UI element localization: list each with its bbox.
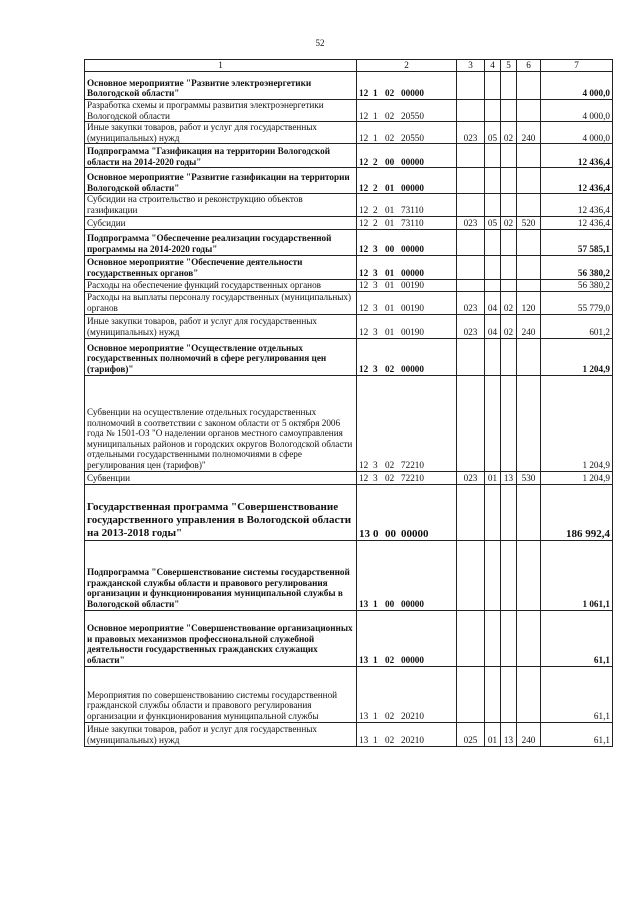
code-program: 13 [359, 654, 369, 665]
row-subsection: 02 [501, 216, 517, 229]
row-subsection [501, 255, 517, 279]
row-expense-type [517, 194, 541, 216]
table-row [85, 484, 613, 540]
row-section [485, 255, 501, 279]
code-program: 13 [359, 734, 369, 745]
header-col-1: 1 [85, 60, 357, 72]
row-amount: 4 000,0 [541, 122, 613, 144]
code-event: 00 [385, 156, 395, 167]
code-direction: 20210 [401, 710, 424, 721]
row-ministry [457, 255, 485, 279]
row-code [357, 291, 457, 314]
table-row [85, 122, 613, 144]
row-name: Иные закупки товаров, работ и услуг для государственных (муниципальных) нужд [85, 314, 357, 338]
code-event: 00 [385, 598, 395, 609]
code-subprogram: 3 [373, 279, 378, 290]
table-row [85, 314, 613, 338]
row-ministry [457, 100, 485, 122]
row-subsection [501, 484, 517, 540]
code-program: 12 [359, 156, 369, 167]
code-event: 01 [385, 267, 395, 278]
row-subsection [501, 375, 517, 471]
header-col-6: 6 [517, 60, 541, 72]
row-section: 04 [485, 291, 501, 314]
row-code [357, 122, 457, 144]
code-program: 12 [359, 459, 369, 470]
row-expense-type: 530 [517, 471, 541, 484]
code-direction: 00190 [401, 326, 424, 337]
row-code [357, 610, 457, 666]
code-event: 02 [385, 363, 395, 374]
row-expense-type [517, 279, 541, 291]
code-subprogram: 3 [373, 302, 378, 313]
row-name: Субсидии на строительство и реконструкцию объектов газификации [85, 194, 357, 216]
row-section [485, 100, 501, 122]
header-col-7: 7 [541, 60, 613, 72]
row-amount: 1 204,9 [541, 338, 613, 375]
table-row [85, 194, 613, 216]
code-subprogram: 2 [373, 217, 378, 228]
row-expense-type [517, 484, 541, 540]
row-code [357, 168, 457, 194]
row-ministry [457, 338, 485, 375]
row-name: Расходы на обеспечение функций государственных органов [85, 279, 357, 291]
table-row [85, 229, 613, 255]
row-code [357, 484, 457, 540]
code-subprogram: 1 [373, 654, 378, 665]
code-program: 12 [359, 267, 369, 278]
code-direction: 00000 [401, 156, 424, 167]
row-code [357, 72, 457, 100]
code-subprogram: 3 [373, 363, 378, 374]
row-ministry: 023 [457, 122, 485, 144]
row-subsection [501, 666, 517, 722]
code-program: 12 [359, 182, 369, 193]
code-direction: 72210 [401, 472, 424, 483]
row-subsection: 13 [501, 722, 517, 746]
code-program: 12 [359, 88, 369, 99]
page-number: 52 [315, 38, 325, 48]
code-direction: 00000 [401, 598, 424, 609]
row-code [357, 375, 457, 471]
code-direction: 20210 [401, 734, 424, 745]
table-row [85, 279, 613, 291]
row-amount: 55 779,0 [541, 291, 613, 314]
row-section [485, 229, 501, 255]
row-name: Основное мероприятие "Развитие электроэнергетики Вологодской области" [85, 72, 357, 100]
header-col-2: 2 [357, 60, 457, 72]
table-row [85, 291, 613, 314]
code-direction: 20550 [401, 110, 424, 121]
row-amount: 186 992,4 [541, 484, 613, 540]
code-event: 02 [385, 472, 395, 483]
row-expense-type [517, 540, 541, 610]
row-expense-type [517, 666, 541, 722]
table-row [85, 610, 613, 666]
code-subprogram: 2 [373, 182, 378, 193]
code-event: 01 [385, 217, 395, 228]
row-ministry [457, 72, 485, 100]
row-name: Основное мероприятие "Совершенствование организационных и правовых механизмов профессиональной служебной деятельности государственных гражданских служащих области" [85, 610, 357, 666]
row-section [485, 338, 501, 375]
row-name: Государственная программа "Совершенствование государственного управления в Вологодской области на 2013-2018 годы" [85, 484, 357, 540]
row-section [485, 194, 501, 216]
row-subsection [501, 144, 517, 168]
row-expense-type [517, 255, 541, 279]
row-section [485, 375, 501, 471]
row-section: 01 [485, 471, 501, 484]
code-event: 02 [385, 88, 395, 99]
row-section: 04 [485, 314, 501, 338]
row-amount: 1 204,9 [541, 471, 613, 484]
code-program: 12 [359, 217, 369, 228]
code-direction: 20550 [401, 132, 424, 143]
row-ministry: 023 [457, 291, 485, 314]
code-event: 01 [385, 302, 395, 313]
code-subprogram: 3 [373, 472, 378, 483]
row-expense-type: 240 [517, 314, 541, 338]
table-row [85, 375, 613, 471]
row-amount: 601,2 [541, 314, 613, 338]
table-row [85, 666, 613, 722]
row-subsection [501, 540, 517, 610]
code-subprogram: 3 [373, 243, 378, 254]
row-code [357, 314, 457, 338]
code-direction: 00190 [401, 279, 424, 290]
row-subsection [501, 194, 517, 216]
row-subsection [501, 279, 517, 291]
row-code [357, 255, 457, 279]
row-expense-type [517, 610, 541, 666]
code-program: 12 [359, 279, 369, 290]
row-amount: 12 436,4 [541, 194, 613, 216]
code-subprogram: 3 [373, 459, 378, 470]
row-subsection: 13 [501, 471, 517, 484]
row-ministry [457, 484, 485, 540]
row-section [485, 666, 501, 722]
row-expense-type [517, 100, 541, 122]
code-direction: 00000 [401, 363, 424, 374]
table-row [85, 144, 613, 168]
row-name: Иные закупки товаров, работ и услуг для государственных (муниципальных) нужд [85, 122, 357, 144]
code-event: 02 [385, 734, 395, 745]
row-name: Основное мероприятие "Осуществление отдельных государственных полномочий в сфере регулирования цен (тарифов)" [85, 338, 357, 375]
row-amount: 12 436,4 [541, 144, 613, 168]
row-expense-type [517, 375, 541, 471]
code-direction: 73110 [401, 204, 424, 215]
code-subprogram: 2 [373, 204, 378, 215]
row-expense-type [517, 168, 541, 194]
code-program: 12 [359, 326, 369, 337]
code-program: 12 [359, 302, 369, 313]
row-code [357, 338, 457, 375]
row-expense-type: 520 [517, 216, 541, 229]
row-subsection: 02 [501, 122, 517, 144]
row-amount: 61,1 [541, 666, 613, 722]
code-subprogram: 1 [373, 132, 378, 143]
row-expense-type [517, 338, 541, 375]
code-event: 02 [385, 110, 395, 121]
row-subsection: 02 [501, 314, 517, 338]
row-code [357, 722, 457, 746]
table-row [85, 722, 613, 746]
row-amount: 61,1 [541, 722, 613, 746]
code-direction: 72210 [401, 459, 424, 470]
code-program: 12 [359, 132, 369, 143]
row-section: 05 [485, 216, 501, 229]
code-direction: 00000 [401, 654, 424, 665]
table-row [85, 540, 613, 610]
code-event: 02 [385, 459, 395, 470]
code-event: 02 [385, 710, 395, 721]
row-name: Субсидии [85, 216, 357, 229]
table-row [85, 168, 613, 194]
row-ministry [457, 610, 485, 666]
code-subprogram: 3 [373, 326, 378, 337]
row-section [485, 279, 501, 291]
row-subsection [501, 168, 517, 194]
code-event: 01 [385, 279, 395, 290]
row-amount: 1 204,9 [541, 375, 613, 471]
row-ministry: 023 [457, 216, 485, 229]
row-code [357, 471, 457, 484]
row-expense-type: 120 [517, 291, 541, 314]
row-code [357, 216, 457, 229]
header-col-4: 4 [485, 60, 501, 72]
row-subsection [501, 100, 517, 122]
code-direction: 00000 [401, 182, 424, 193]
code-direction: 00190 [401, 302, 424, 313]
row-amount: 12 436,4 [541, 216, 613, 229]
row-ministry: 023 [457, 314, 485, 338]
row-subsection [501, 610, 517, 666]
row-ministry [457, 194, 485, 216]
table-row [85, 100, 613, 122]
row-section: 01 [485, 722, 501, 746]
row-amount: 56 380,2 [541, 279, 613, 291]
code-program: 12 [359, 110, 369, 121]
code-event: 02 [385, 132, 395, 143]
row-ministry: 025 [457, 722, 485, 746]
row-expense-type: 240 [517, 122, 541, 144]
table-row [85, 72, 613, 100]
row-subsection: 02 [501, 291, 517, 314]
row-amount: 4 000,0 [541, 100, 613, 122]
code-direction: 00000 [401, 88, 424, 99]
row-section [485, 484, 501, 540]
row-amount: 61,1 [541, 610, 613, 666]
row-section: 05 [485, 122, 501, 144]
code-program: 12 [359, 363, 369, 374]
code-direction: 00000 [401, 527, 429, 540]
code-subprogram: 1 [373, 110, 378, 121]
row-section [485, 144, 501, 168]
code-program: 13 [359, 527, 370, 540]
code-subprogram: 1 [373, 734, 378, 745]
budget-table [84, 59, 613, 747]
header-col-3: 3 [457, 60, 485, 72]
code-direction: 00000 [401, 243, 424, 254]
code-direction: 00000 [401, 267, 424, 278]
row-code [357, 540, 457, 610]
row-section [485, 540, 501, 610]
row-name: Основное мероприятие "Обеспечение деятельности государственных органов" [85, 255, 357, 279]
row-amount: 56 380,2 [541, 255, 613, 279]
code-subprogram: 0 [373, 527, 379, 540]
row-amount: 57 585,1 [541, 229, 613, 255]
row-subsection [501, 338, 517, 375]
table-row [85, 255, 613, 279]
table-header-row [85, 60, 613, 72]
table-row [85, 338, 613, 375]
row-name: Основное мероприятие "Развитие газификации на территории Вологодской области" [85, 168, 357, 194]
row-amount: 12 436,4 [541, 168, 613, 194]
row-ministry [457, 168, 485, 194]
row-expense-type [517, 72, 541, 100]
code-program: 12 [359, 243, 369, 254]
code-event: 01 [385, 182, 395, 193]
row-name: Разработка схемы и программы развития электроэнергетики Вологодской области [85, 100, 357, 122]
code-subprogram: 2 [373, 156, 378, 167]
row-expense-type [517, 229, 541, 255]
row-name: Субвенции на осуществление отдельных государственных полномочий в соответствии с законом области от 5 октября 2006 года № 1501-ОЗ "О наделении органов местного самоуправления муниципальных районов и городских округов Вологодской области отдельными государственными полномочиями в сфере регулирования цен (тарифов)" [85, 375, 357, 471]
row-code [357, 666, 457, 722]
code-event: 00 [385, 243, 395, 254]
row-ministry [457, 144, 485, 168]
row-name: Иные закупки товаров, работ и услуг для государственных (муниципальных) нужд [85, 722, 357, 746]
row-name: Подпрограмма "Газификация на территории Вологодской области на 2014-2020 годы" [85, 144, 357, 168]
code-program: 13 [359, 710, 369, 721]
row-expense-type: 240 [517, 722, 541, 746]
row-ministry [457, 666, 485, 722]
code-program: 12 [359, 472, 369, 483]
row-ministry [457, 540, 485, 610]
row-name: Подпрограмма "Совершенствование системы государственной гражданской службы области и правового регулирования организации и функционирования муниципальной службы в Вологодской области" [85, 540, 357, 610]
code-subprogram: 1 [373, 598, 378, 609]
code-program: 13 [359, 598, 369, 609]
row-section [485, 168, 501, 194]
row-ministry [457, 229, 485, 255]
table-body [85, 72, 613, 747]
row-subsection [501, 229, 517, 255]
code-event: 02 [385, 654, 395, 665]
row-name: Расходы на выплаты персоналу государственных (муниципальных) органов [85, 291, 357, 314]
code-event: 00 [385, 527, 396, 540]
row-code [357, 194, 457, 216]
code-event: 01 [385, 326, 395, 337]
row-section [485, 72, 501, 100]
code-subprogram: 3 [373, 267, 378, 278]
row-code [357, 100, 457, 122]
table-row [85, 471, 613, 484]
row-subsection [501, 72, 517, 100]
code-subprogram: 1 [373, 88, 378, 99]
code-event: 01 [385, 204, 395, 215]
row-expense-type [517, 144, 541, 168]
row-amount: 1 061,1 [541, 540, 613, 610]
row-ministry [457, 279, 485, 291]
row-code [357, 144, 457, 168]
table-row [85, 216, 613, 229]
header-col-5: 5 [501, 60, 517, 72]
row-ministry: 023 [457, 471, 485, 484]
row-amount: 4 000,0 [541, 72, 613, 100]
code-program: 12 [359, 204, 369, 215]
row-name: Субвенции [85, 471, 357, 484]
code-direction: 73110 [401, 217, 424, 228]
row-section [485, 610, 501, 666]
row-ministry [457, 375, 485, 471]
row-code [357, 229, 457, 255]
row-name: Мероприятия по совершенствованию системы государственной гражданской службы области и правового регулирования организации и функционирования муниципальной службы [85, 666, 357, 722]
row-name: Подпрограмма "Обеспечение реализации государственной программы на 2014-2020 годы" [85, 229, 357, 255]
row-code [357, 279, 457, 291]
code-subprogram: 1 [373, 710, 378, 721]
